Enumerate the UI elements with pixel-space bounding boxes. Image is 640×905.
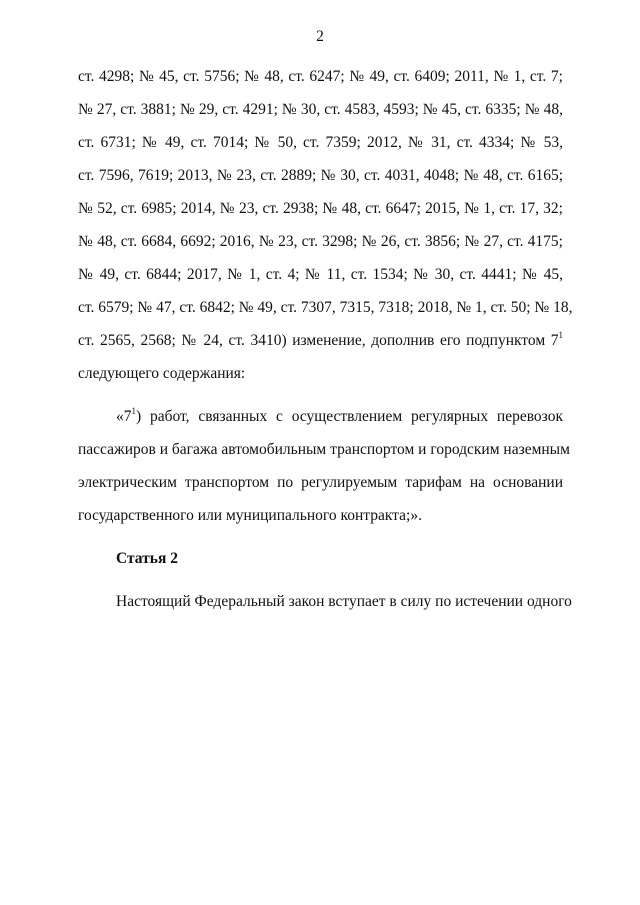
citation-line: № 52, ст. 6985; 2014, № 23, ст. 2938; № 48, ст. 6647; 2015, № 1, ст. 17, 32; [78, 200, 563, 217]
citation-line: ст. 7596, 7619; 2013, № 23, ст. 2889; № 30, ст. 4031, 4048; № 48, ст. 6165; [78, 167, 563, 184]
superscript: 1 [131, 406, 136, 416]
superscript: 1 [558, 330, 563, 340]
citation-paragraph [78, 60, 573, 390]
quote-line-first [78, 400, 563, 433]
page-number: 2 [316, 28, 324, 45]
quoted-subparagraph [78, 400, 570, 532]
citation-line-last [78, 324, 563, 357]
quote-first-line-text: ) работ, связанных с осуществлением регулярных перевозок [136, 408, 563, 425]
article-heading: Статья 2 [116, 550, 178, 567]
quote-line-last: государственного или муниципального контракта;». [78, 507, 422, 524]
citation-line: ст. 4298; № 45, ст. 5756; № 48, ст. 6247; № 49, ст. 6409; 2011, № 1, ст. 7; [78, 68, 563, 85]
citation-line: ст. 6579; № 47, ст. 6842; № 49, ст. 7307, 7315, 7318; 2018, № 1, ст. 50; № 18, [78, 299, 573, 316]
citation-line: № 27, ст. 3881; № 29, ст. 4291; № 30, ст. 4583, 4593; № 45, ст. 6335; № 48, [78, 101, 563, 118]
quote-line: пассажиров и багажа автомобильным транспортом и городским наземным [78, 441, 570, 458]
article-text: Настоящий Федеральный закон вступает в силу по истечении одного [116, 593, 572, 610]
citation-line-text: ст. 2565, 2568; № 24, ст. 3410) изменение, дополнив его подпунктом 7 [78, 332, 559, 349]
quote-line: электрическим транспортом по регулируемым тарифам на основании [78, 474, 563, 491]
quote-open: «7 [116, 408, 132, 425]
citation-line: ст. 6731; № 49, ст. 7014; № 50, ст. 7359; 2012, № 31, ст. 4334; № 53, [78, 134, 563, 151]
document-body [78, 60, 573, 618]
citation-tail: следующего содержания: [78, 365, 246, 382]
citation-line: № 48, ст. 6684, 6692; 2016, № 23, ст. 3298; № 26, ст. 3856; № 27, ст. 4175; [78, 233, 563, 250]
citation-line: № 49, ст. 6844; 2017, № 1, ст. 4; № 11, ст. 1534; № 30, ст. 4441; № 45, [78, 266, 563, 283]
